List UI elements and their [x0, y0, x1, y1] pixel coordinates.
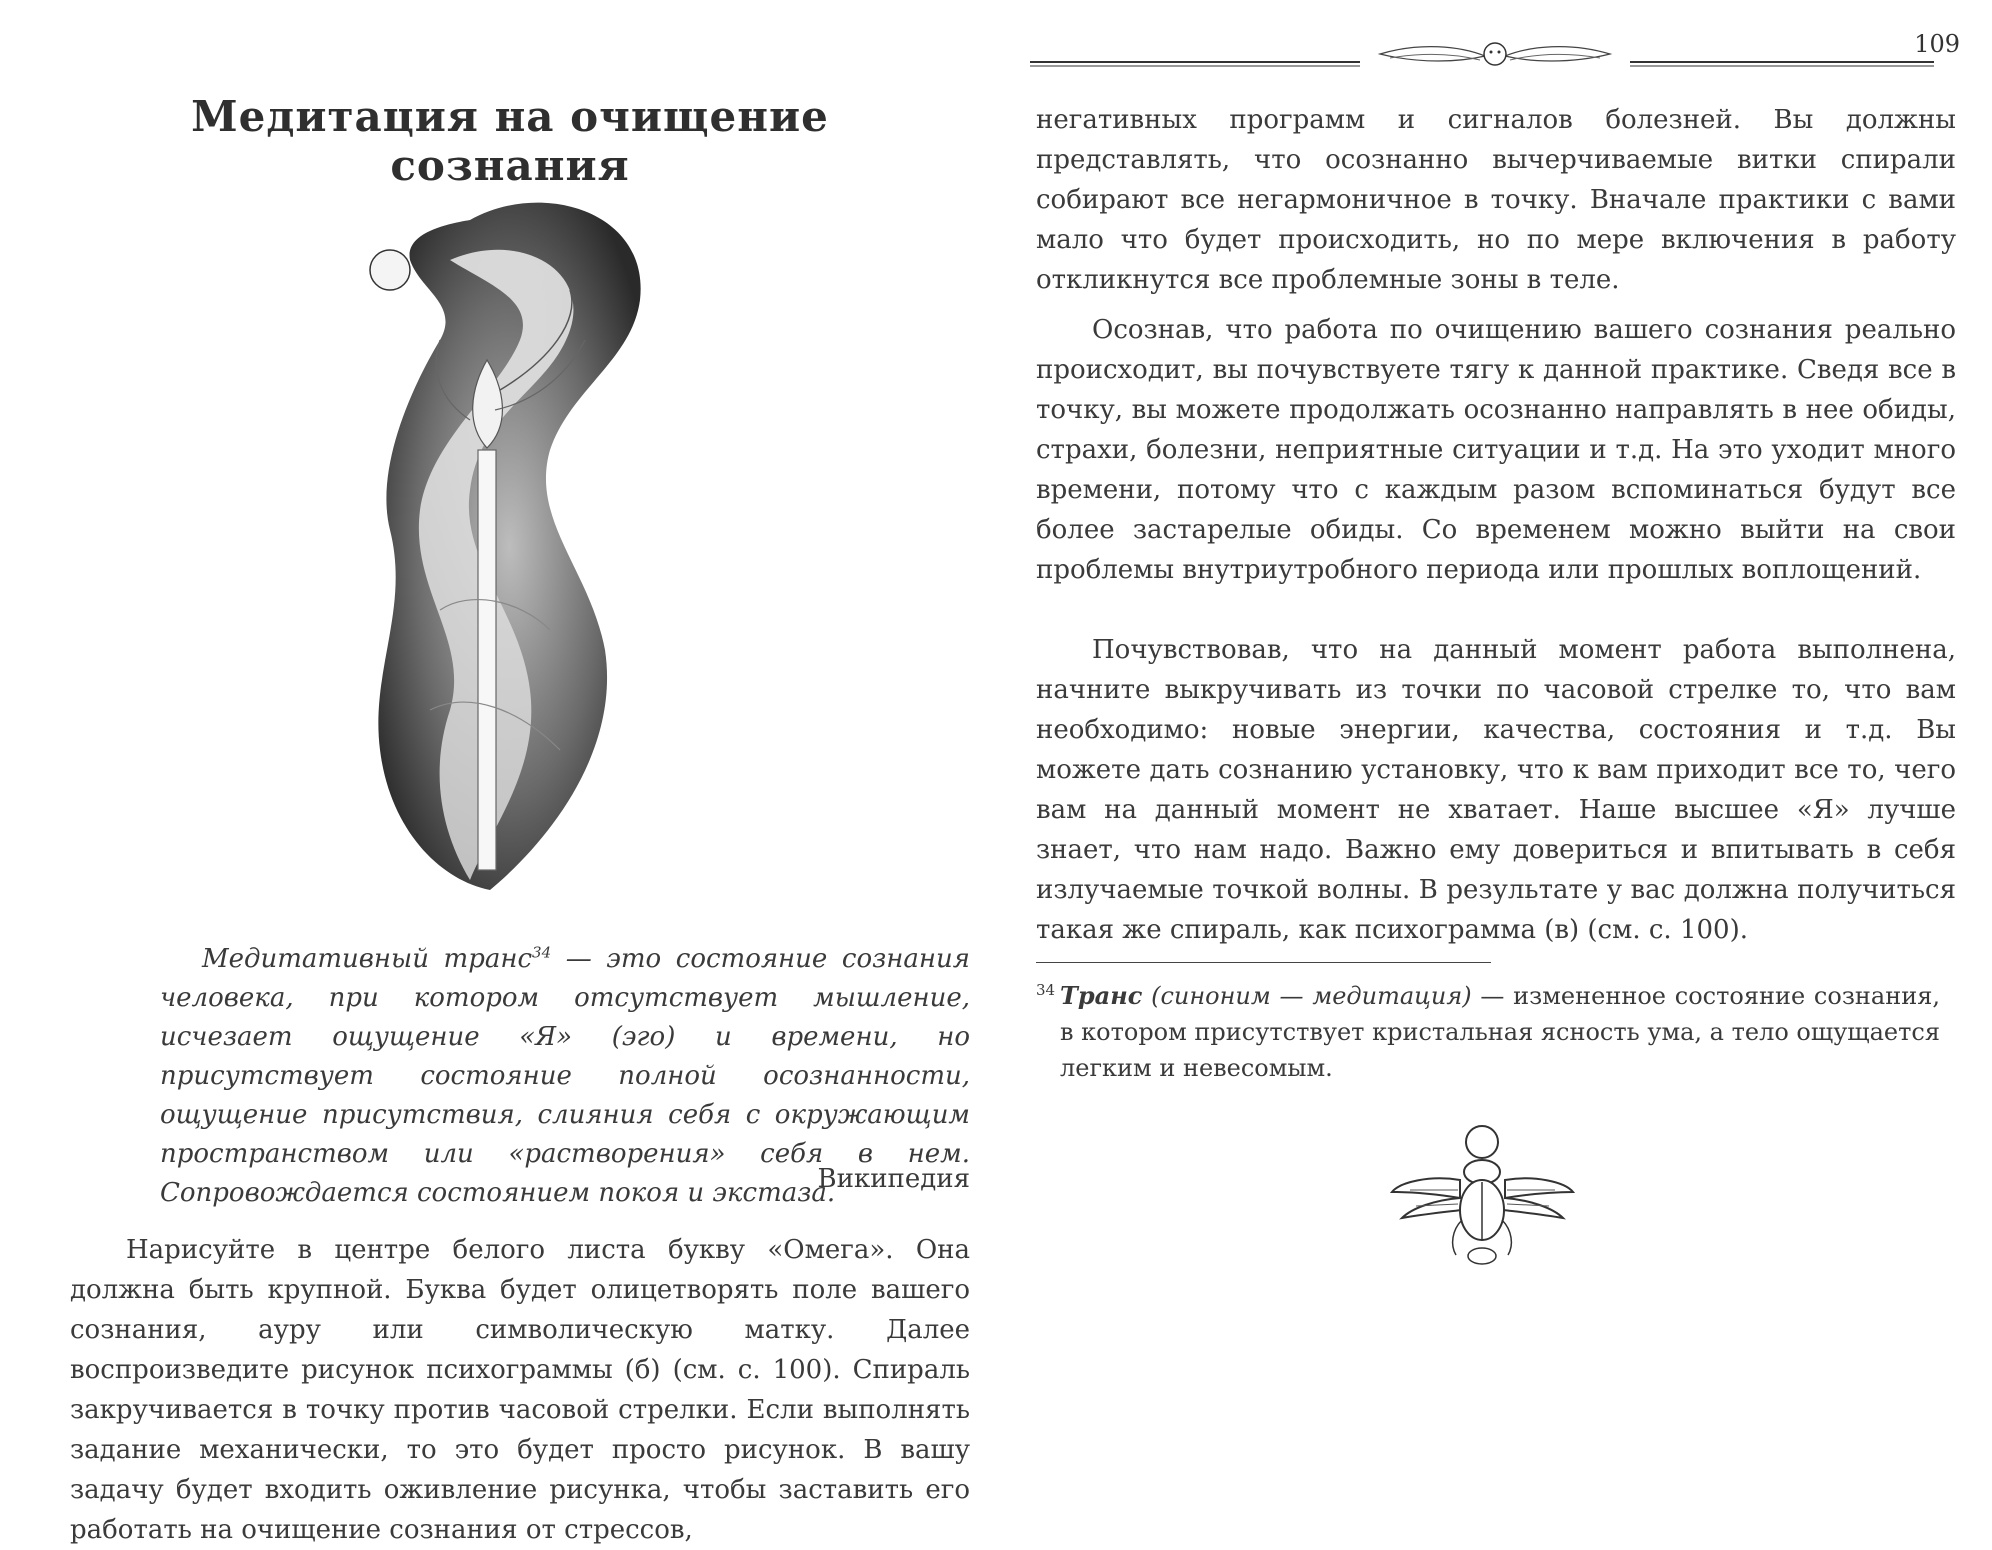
footnote-parenthetical: (синоним — медитация) — [1142, 982, 1472, 1010]
right-paragraph-1: негативных программ и сигналов болезней. Вы должны представлять, что осознанно вычерчиваемые витки спирали собирают все негармоничное в точку. Вначале практики с вами мало что будет происходить, но по мере включения в работу откликнутся все проблемные зоны в теле. — [1036, 105, 1956, 295]
left-body-paragraph: Нарисуйте в центре белого листа букву «Омега». Она должна быть крупной. Буква будет олицетворять поле вашего сознания, ауру или символическую матку. Далее воспроизведите рисунок психограммы (б) (см. с. 100). Спираль закручивается в точку против часовой стрелки. Если выполнять задание механически, то это будет просто рисунок. В вашу задачу будет входить оживление рисунка, чтобы заставить его работать на очищение сознания от стрессов, — [70, 1235, 970, 1545]
epigraph-term: Медитативный транс — [202, 944, 533, 974]
epigraph-text: — это состояние сознания человека, при котором отсутствует мышление, исчезает ощущение «Я» (эго) и времени, но присутствует состояние полной осознанности, ощущение присутствия, слияния себя с окружающим пространством или «растворения» себя в нем. Сопровождается состоянием покоя и экстаза. — [160, 944, 971, 1208]
footnote — [1036, 978, 1956, 1086]
right-paragraph-2: Осознав, что работа по очищению вашего сознания реально происходит, вы почувствуете тягу к данной практике. Сведя все в точку, вы можете продолжать осознанно направлять в нее обиды, страхи, болезни, неприятные ситуации и т.д. На это уходит много времени, потому что с каждым разом вспоминаться будут все более застарелые обиды. Со временем можно выйти на свои проблемы внутриутробного периода или прошлых воплощений. — [1036, 315, 1956, 585]
spiral-candle-illustration — [320, 190, 680, 910]
winged-head-ornament-icon — [1030, 34, 1934, 74]
winged-scarab-icon — [1390, 1120, 1575, 1270]
footnote-text: — измененное состояние сознания, в котором присутствует кристальная ясность ума, а тело ощущается легким и невесомым. — [1060, 982, 1940, 1082]
epigraph-source: Википедия — [817, 1164, 970, 1194]
illustration-moon — [370, 250, 410, 290]
page-number: 109 — [1914, 30, 1960, 58]
footnote-divider — [1036, 962, 1491, 963]
right-page — [1000, 0, 1992, 1526]
chapter-title: Медитация на очищение сознания — [191, 92, 829, 190]
footnote-number: 34 — [1036, 981, 1056, 999]
right-paragraph-3: Почувствовав, что на данный момент работа выполнена, начните выкручивать из точки по часовой стрелке то, что вам необходимо: новые энергии, качества, состояния и т.д. Вы можете дать сознанию установку, что к вам приходит все то, чего вам на данный момент не хватает. Наше высшее «Я» лучше знает, что нам надо. Важно ему довериться и впитывать в себя излучаемые точкой волны. В результате у вас должна получиться такая же спираль, как психограмма (в) (см. с. 100). — [1036, 635, 1956, 945]
footnote-ref: 34 — [532, 943, 552, 962]
illustration-candle — [478, 450, 496, 870]
footnote-term: Транс — [1060, 981, 1143, 1010]
